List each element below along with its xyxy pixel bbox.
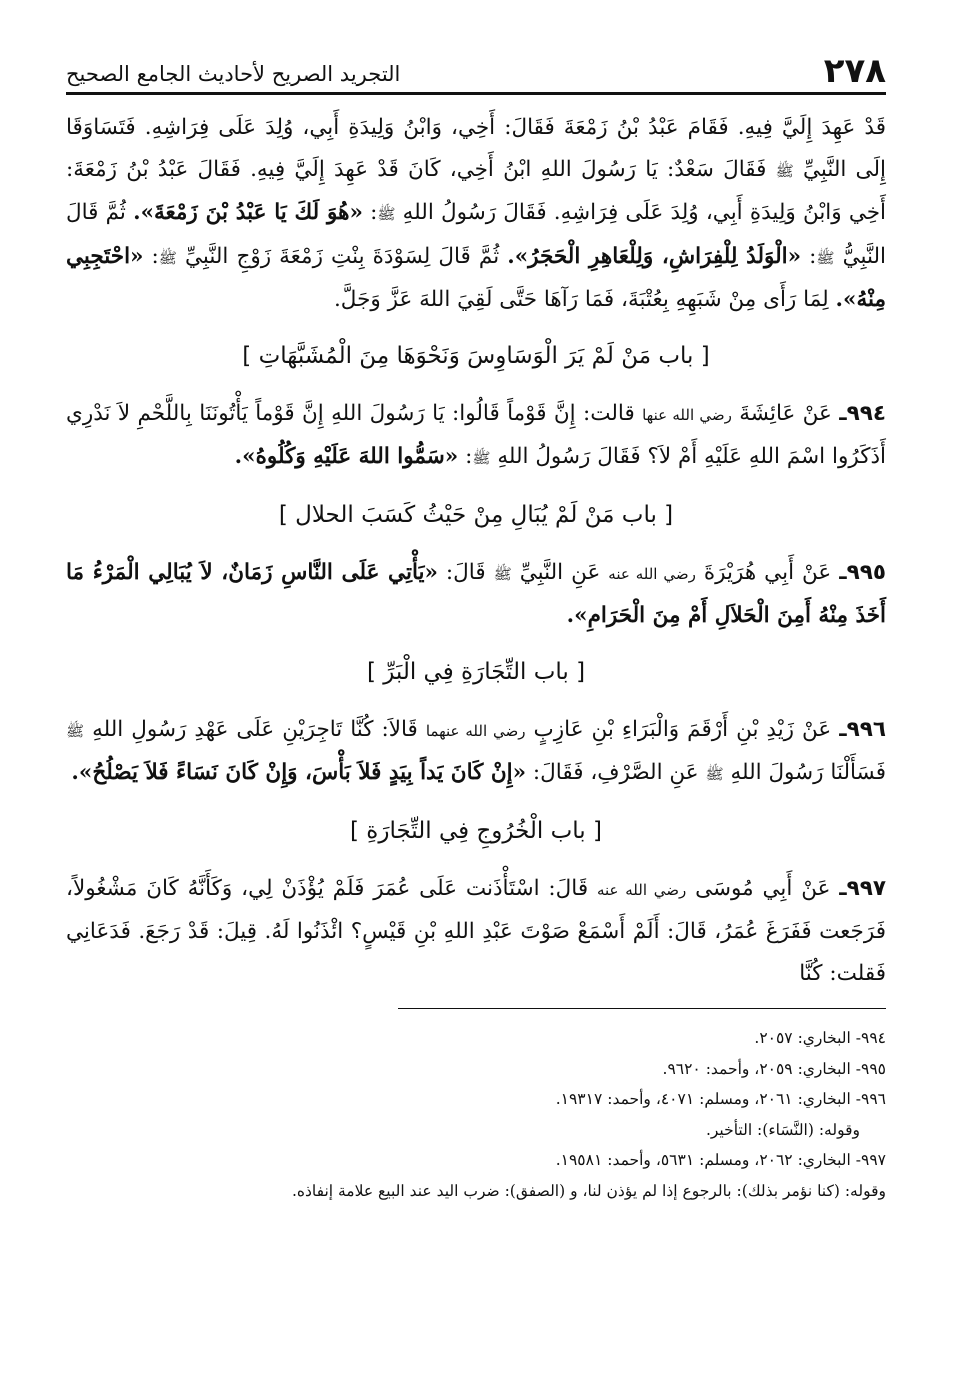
hadith-997	[66, 868, 886, 995]
honorific-glyph: رضي الله عنه	[596, 880, 687, 899]
salutation-glyph: ﷺ	[377, 205, 396, 223]
narrator: عَنْ عَائِشَةَ	[739, 400, 832, 426]
hadith-continuation	[66, 107, 886, 321]
salutation-glyph: ﷺ	[158, 248, 177, 267]
hadith-994	[66, 393, 886, 480]
hadith-996	[66, 709, 886, 796]
prophetic-quote: «احْتَجِبِي مِنْهُ».	[66, 243, 886, 312]
hadith-text: فَسَأَلْنَا رَسُولَ اللهِ	[730, 760, 886, 785]
book-page	[66, 44, 886, 1206]
hadith-995	[66, 552, 886, 637]
text-segment: :	[151, 243, 159, 269]
footnote-997: ٩٩٧- البخاري: ٢٠٦٢، ومسلم: ٥٦٣١، وأحمد: ١٩٥٨١.	[555, 1151, 886, 1169]
hadith-text: قَالاَ: كُنَّا تَاجِرَيْنِ عَلَى عَهْدِ رَسُولِ اللهِ	[92, 716, 418, 742]
salutation-glyph: ﷺ	[816, 248, 835, 267]
chapter-heading: [ باب مَنْ لَمْ يَرَ الْوَسَاوِسَ وَنَحْوَهَا مِنَ الْمُشَبَّهَاتِ ]	[242, 342, 710, 369]
narrator: عَنْ أَبِي هُرَيْرَةَ	[703, 559, 832, 585]
honorific-glyph: رضي الله عنها	[642, 405, 732, 424]
honorific-glyph: رضي الله عنه	[608, 564, 696, 583]
footnote-996: ٩٩٦- البخاري: ٢٠٦١، ومسلم: ٤٠٧١، وأحمد: ١٩٣١٧.	[555, 1090, 886, 1108]
page-header	[66, 44, 886, 92]
salutation-glyph: ﷺ	[775, 161, 794, 180]
footnote-995: ٩٩٥- البخاري: ٢٠٥٩، وأحمد: ٩٦٢٠.	[662, 1059, 886, 1078]
text-segment: لِمَا رَأَى مِنْ شَبَهِهِ بِعُتْبَةَ، فَمَا رَآهَا حَتَّى لَقِيَ اللهَ عَزَّ وَجَلَّ.	[333, 287, 829, 312]
text-segment: ثُمَّ قَالَ لِسَوْدَةَ بِنْتِ زَمْعَةَ زَوْجِ النَّبِيِّ	[184, 243, 500, 269]
salutation-glyph: ﷺ	[493, 564, 512, 583]
narrator: عَنْ زَيْدِ بْنِ أَرْقَمَ وَالْبَرَاءِ بْنِ عَازِبٍ	[533, 716, 832, 742]
footnote-996-note: وقوله: (النَّسَاء): التأخير.	[705, 1120, 860, 1139]
text-segment: :	[370, 200, 378, 225]
hadith-text: عَنِ الصَّرْفِ، فَقَالَ:	[532, 760, 699, 785]
hadith-number: ٩٩٧ـ	[839, 875, 886, 901]
prophetic-quote: «سَمُّوا اللهَ عَلَيْهِ وَكُلُوهُ».	[234, 444, 459, 469]
footnote-997-note: وقوله: (كنا نؤمر بذلك): بالرجوع إذا لم يؤذن لنا، و (الصفق): ضرب اليد عند البيع علامة إنفاذه.	[291, 1181, 886, 1200]
running-title: التجريد الصريح لأحاديث الجامع الصحيح	[66, 62, 401, 86]
hadith-text: قَالَ: اسْتَأْذَنت عَلَى عُمَرَ فَلَمْ يُؤْذَنْ لِي، وَكَأَنَّهُ كَانَ مَشْغُولاً، فَرَجَعت فَفَرَغَ عُمَرُ، قَالَ: أَلَمْ أَسْمَعْ صَوْتَ عَبْدِ اللهِ بْنِ قَيْسٍ؟ ائْذَنُوا لَهُ. قِيلَ: قَدْ رَجَعَ. فَدَعَانِي فَقلت: كُنَّا	[66, 875, 886, 986]
footnote-rule	[398, 1008, 886, 1009]
text-segment: قَدْ عَهِدَ إِلَيَّ فِيهِ. فَقَامَ عَبْدُ بْنُ زَمْعَةَ فَقَالَ: أَخِي، وَابْنُ وَلِيدَةِ أَبِي، وُلِدَ عَلَى فِرَاشِهِ. فَتَسَاوَقَا إِلَى النَّبِيِّ	[66, 115, 887, 182]
salutation-glyph: ﷺ	[705, 765, 724, 783]
hadith-number: ٩٩٦ـ	[839, 716, 886, 742]
footnotes	[66, 1023, 886, 1206]
prophetic-quote: «الْوَلَدُ لِلْفِرَاشِ، وَلِلْعَاهِرِ الْحَجَرُ».	[507, 243, 802, 269]
salutation-glyph: ﷺ	[66, 721, 85, 740]
hadith-number: ٩٩٤ـ	[839, 400, 886, 426]
footnote-994: ٩٩٤- البخاري: ٢٠٥٧.	[754, 1029, 886, 1047]
text-segment: فَقَالَ سَعْدٌ: يَا رَسُولَ اللهِ ابْنُ أَخِي، كَانَ قَدْ عَهِدَ إِلَيَّ فِيهِ. فَقَالَ عَبْدُ بْنُ زَمْعَةَ: أَخِي وَابْنُ وَلِيدَةِ أَبِي، وُلِدَ عَلَى فِرَاشِهِ. فَقَالَ رَسُولُ اللهِ	[66, 156, 887, 225]
chapter-heading: [ باب التِّجَارَةِ فِي الْبَرِّ ]	[366, 658, 586, 685]
hadith-text: قالت: إِنَّ قَوْماً قَالُوا: يَا رَسُولَ اللهِ إِنَّ قَوْماً يَأْتُونَنَا بِاللَّحْمِ لاَ نَدْرِي أَذَكَرُوا اسْمَ اللهِ عَلَيْهِ أَمْ لاَ؟ فَقَالَ رَسُولُ اللهِ	[66, 400, 886, 469]
prophetic-quote: «إِنْ كَانَ يَداً بِيَدٍ فَلاَ بَأْسَ، وَإِنْ كَانَ نَسَاءً فَلاَ يَصْلُحُ».	[71, 760, 527, 785]
chapter-heading: [ باب مَنْ لَمْ يُبَالِ مِنْ حَيْثُ كَسَبَ الحلال ]	[278, 501, 674, 528]
honorific-glyph: رضي الله عنهما	[425, 721, 526, 740]
page-number: ٢٧٨	[823, 51, 886, 91]
hadith-number: ٩٩٥ـ	[839, 559, 886, 585]
salutation-glyph: ﷺ	[472, 449, 491, 467]
text-segment: قَالَ:	[445, 559, 486, 585]
page-body	[66, 107, 886, 994]
hadith-text: عَنِ النَّبِيِّ	[519, 559, 601, 585]
chapter-heading: [ باب الْخُرُوجِ فِي التِّجَارَةِ ]	[350, 817, 602, 844]
header-rule	[66, 92, 886, 95]
text-segment: :	[809, 243, 817, 269]
prophetic-quote: «يَأْتِي عَلَى النَّاسِ زَمَانٌ، لاَ يُبَالِي الْمَرْءُ مَا أَخَذَ مِنْهُ أَمِنَ الْحَلاَلِ أَمْ مِنَ الْحَرَامِ».	[66, 559, 886, 628]
text-segment: :	[465, 444, 473, 469]
narrator: عَنْ أَبِي مُوسَى	[695, 875, 831, 901]
text-segment: ثُمَّ قَالَ النَّبِيُّ	[66, 200, 886, 269]
prophetic-quote: «هُوَ لَكَ يَا عَبْدُ بْنَ زَمْعَةَ».	[133, 200, 363, 225]
